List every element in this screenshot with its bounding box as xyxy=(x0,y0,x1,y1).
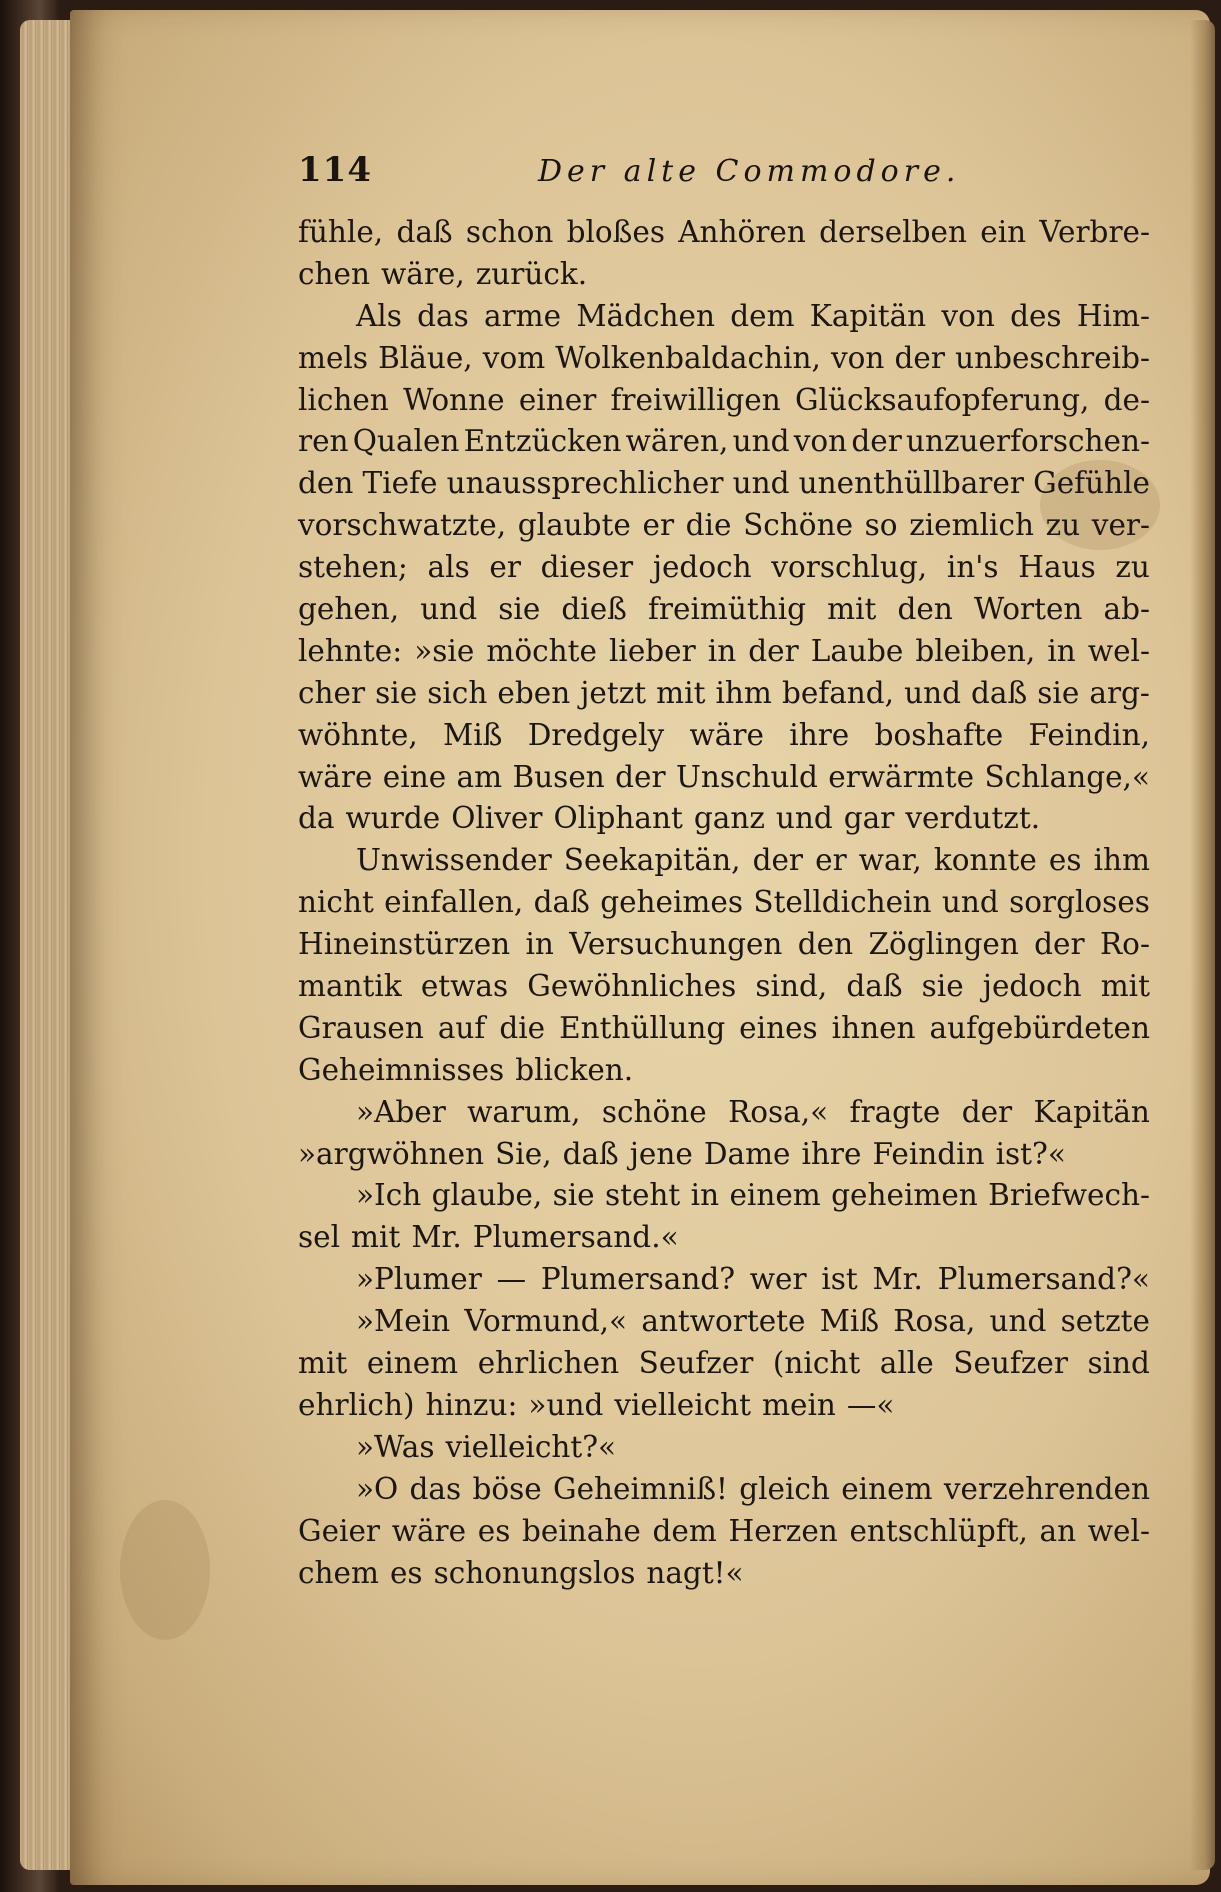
word: die xyxy=(499,1010,546,1045)
word: ver- xyxy=(1091,508,1150,543)
word: ihm xyxy=(1093,843,1150,878)
word: und xyxy=(420,592,478,627)
word: als xyxy=(427,550,470,585)
word: wäre xyxy=(689,717,764,752)
word: wurde xyxy=(345,801,441,836)
word: wären, xyxy=(625,424,729,459)
word: —« xyxy=(846,1387,895,1422)
word: Hineinstürzen xyxy=(298,927,511,962)
text-line xyxy=(298,1301,1150,1343)
word: Zöglingen xyxy=(868,927,1019,962)
word: alle xyxy=(879,1346,934,1381)
word: Anhören xyxy=(678,215,806,249)
word: Geheimniß! xyxy=(553,1471,728,1506)
word: Worten xyxy=(973,592,1083,627)
word: der xyxy=(894,340,945,375)
running-title: Der alte Commodore. xyxy=(538,154,961,189)
word: Ro- xyxy=(1099,927,1150,962)
word: aufgebürdeten xyxy=(929,1010,1150,1045)
word: gar xyxy=(843,801,895,836)
text-line xyxy=(298,1427,1150,1469)
word: einem xyxy=(729,1178,821,1213)
word: schon xyxy=(465,215,554,249)
word: unaussprechlicher xyxy=(446,466,724,501)
word: daß xyxy=(562,1136,619,1171)
word: von xyxy=(830,340,885,375)
word: Oliphant xyxy=(553,801,683,836)
text-line xyxy=(298,1259,1150,1301)
word: Mr. xyxy=(872,1262,923,1297)
word: sich xyxy=(427,675,488,710)
word: Busen xyxy=(512,759,605,794)
word: mit xyxy=(1100,969,1150,1004)
word: daß xyxy=(533,885,590,920)
word: in's xyxy=(946,550,999,585)
word: in xyxy=(525,927,554,962)
word: schöne xyxy=(601,1094,707,1129)
word: und xyxy=(904,675,961,710)
word: Seekapitän, xyxy=(563,843,741,878)
word: es xyxy=(477,1513,511,1548)
word: eine xyxy=(382,759,447,794)
word: zu xyxy=(1045,508,1081,543)
word: Kapitän xyxy=(1033,1094,1150,1129)
text-line xyxy=(298,924,1150,966)
word: erwärmte xyxy=(828,759,975,794)
word: sie xyxy=(921,969,964,1004)
word: fragte xyxy=(849,1094,941,1129)
word: der xyxy=(748,633,799,668)
word: Plumersand.« xyxy=(472,1220,679,1255)
word: entschlüpft, xyxy=(849,1513,1028,1548)
word: Sie, xyxy=(495,1136,552,1171)
text-line xyxy=(298,715,1150,757)
word: freimüthig xyxy=(647,592,807,627)
text-line xyxy=(298,840,1150,882)
word: und xyxy=(732,466,790,501)
word: so xyxy=(864,508,898,543)
word: Seufzer xyxy=(953,1346,1068,1381)
word: Rosa,« xyxy=(728,1094,829,1129)
word: Schöne xyxy=(743,508,854,543)
text-line xyxy=(298,463,1150,505)
word: mit xyxy=(351,1220,401,1255)
word: Laube xyxy=(810,633,904,668)
word: Haus xyxy=(1018,550,1096,585)
word: lehnte: xyxy=(298,633,403,668)
word: chem xyxy=(298,1555,379,1590)
page-right-edge xyxy=(1190,20,1215,1870)
word: der xyxy=(752,843,804,878)
word: in xyxy=(707,633,737,668)
word: lieber xyxy=(608,633,696,668)
page-header xyxy=(298,150,1158,200)
word: Kapitän xyxy=(809,298,927,333)
word: ihre xyxy=(789,717,850,752)
word: ihnen xyxy=(831,1010,916,1045)
text-line xyxy=(298,338,1150,380)
text-line xyxy=(298,1385,1150,1427)
word: wel- xyxy=(1087,633,1150,668)
word: mit xyxy=(656,675,706,710)
word: lichen xyxy=(298,382,389,417)
word: die xyxy=(685,508,732,543)
word: und xyxy=(941,885,999,920)
word: sie xyxy=(1037,675,1080,710)
word: fühle, xyxy=(298,215,384,249)
word: geheimen xyxy=(831,1178,978,1213)
text-line xyxy=(298,882,1150,924)
word: das xyxy=(417,298,469,333)
word: Verbre- xyxy=(1039,215,1150,249)
word: Wonne xyxy=(403,382,505,417)
word: derselben xyxy=(819,215,967,249)
word: wer xyxy=(749,1262,807,1297)
word: Feindin xyxy=(872,1136,985,1171)
word: blicken. xyxy=(515,1052,634,1087)
word: der xyxy=(1034,927,1085,962)
word: jene xyxy=(629,1136,693,1171)
word: »argwöhnen xyxy=(298,1136,485,1171)
word: wöhnte, xyxy=(298,717,418,752)
word: wäre xyxy=(391,1513,467,1548)
word: Entzücken xyxy=(463,424,622,459)
word: arg- xyxy=(1089,675,1150,710)
text-line xyxy=(298,1553,1150,1595)
word: einem xyxy=(366,1346,459,1381)
word: Geier xyxy=(298,1513,381,1548)
text-line xyxy=(298,254,1150,296)
word: Glücksaufopferung, xyxy=(794,382,1090,417)
word: setzte xyxy=(1060,1304,1150,1339)
word: mein xyxy=(762,1387,836,1422)
word: und xyxy=(732,424,790,459)
word: Unschuld xyxy=(676,759,818,794)
word: Him- xyxy=(1076,298,1150,333)
word: Mädchen xyxy=(576,298,715,333)
text-line xyxy=(298,589,1150,631)
text-line xyxy=(298,1092,1150,1134)
word: beinahe xyxy=(522,1513,641,1548)
word: Plumersand? xyxy=(540,1262,736,1297)
text-line xyxy=(298,673,1150,715)
word: Versuchungen xyxy=(569,927,783,962)
word: cher xyxy=(298,675,366,710)
word: Enthüllung xyxy=(559,1010,726,1045)
text-line xyxy=(298,1343,1150,1385)
word: war, xyxy=(858,843,922,878)
text-line xyxy=(298,1217,1150,1259)
word: »sie xyxy=(414,633,475,668)
word: wäre, xyxy=(380,256,465,291)
word: vorschlug, xyxy=(771,550,928,585)
word: ren xyxy=(298,424,349,459)
word: der xyxy=(615,759,666,794)
word: Dredgely xyxy=(527,717,665,752)
text-line xyxy=(298,1469,1150,1511)
word: der xyxy=(851,424,902,459)
word: jedoch xyxy=(652,550,752,585)
word: vielleicht xyxy=(614,1387,752,1422)
word: Herzen xyxy=(728,1513,838,1548)
word: geheimes xyxy=(600,885,743,920)
word: einer xyxy=(518,382,597,417)
word: nicht xyxy=(298,885,374,920)
word: und xyxy=(775,801,833,836)
word: chen xyxy=(298,256,370,291)
word: in xyxy=(690,1178,720,1213)
word: — xyxy=(496,1262,527,1297)
word: wel- xyxy=(1087,1513,1150,1548)
word: des xyxy=(1010,298,1062,333)
word: sie xyxy=(498,592,541,627)
text-line xyxy=(298,421,1150,463)
word: Bläue, xyxy=(378,340,473,375)
word: sie xyxy=(375,675,418,710)
word: antwortete xyxy=(641,1304,806,1339)
word: einfallen, xyxy=(384,885,524,920)
word: dem xyxy=(730,298,795,333)
word: mels xyxy=(298,340,369,375)
text-line xyxy=(298,966,1150,1008)
word: mantik xyxy=(298,969,402,1004)
word: jetzt xyxy=(580,675,647,710)
word: Briefwech- xyxy=(988,1178,1150,1213)
text-line xyxy=(298,631,1150,673)
word: hinzu: xyxy=(425,1387,518,1422)
word: Wolkenbaldachin, xyxy=(555,340,821,375)
word: an xyxy=(1039,1513,1077,1548)
word: vom xyxy=(482,340,546,375)
page-number: 114 xyxy=(298,150,372,190)
word: möchte xyxy=(486,633,597,668)
word: Dame xyxy=(703,1136,791,1171)
word: und xyxy=(989,1304,1047,1339)
word: der xyxy=(961,1094,1013,1129)
word: ziemlich xyxy=(909,508,1034,543)
word: freiwilligen xyxy=(610,382,781,417)
word: »Plumer xyxy=(356,1262,482,1297)
word: Vormund,« xyxy=(464,1304,628,1339)
word: »Mein xyxy=(356,1304,451,1339)
word: den xyxy=(298,466,354,501)
word: sind xyxy=(1087,1346,1150,1381)
word: den xyxy=(797,927,854,962)
word: einem xyxy=(841,1471,933,1506)
word: »Ich xyxy=(356,1178,422,1213)
word: Miß xyxy=(443,717,503,752)
word: in xyxy=(1047,633,1076,668)
word: Feindin, xyxy=(1028,717,1150,752)
word: böse xyxy=(472,1471,542,1506)
word: befand, xyxy=(781,675,895,710)
word: sie xyxy=(552,1178,595,1213)
word: »Was xyxy=(356,1429,435,1464)
word: bleiben, xyxy=(915,633,1036,668)
word: unbeschreib- xyxy=(955,340,1150,375)
word: sel xyxy=(298,1220,341,1255)
word: schonungslos xyxy=(433,1555,636,1590)
word: boshafte xyxy=(874,717,1004,752)
word: mit xyxy=(298,1346,348,1381)
word: das xyxy=(409,1471,462,1506)
word: Mr. xyxy=(411,1220,462,1255)
word: ihre xyxy=(801,1136,862,1171)
word: Stelldichein xyxy=(753,885,932,920)
word: eben xyxy=(497,675,571,710)
text-line xyxy=(298,380,1150,422)
word: Grausen xyxy=(298,1010,424,1045)
word: verzehrenden xyxy=(943,1471,1150,1506)
word: Plumersand?« xyxy=(937,1262,1150,1297)
word: zurück. xyxy=(475,256,588,291)
word: konnte xyxy=(933,843,1037,878)
word: »und xyxy=(528,1387,604,1422)
word: ehrlich) xyxy=(298,1387,415,1422)
text-line xyxy=(298,296,1150,338)
word: Als xyxy=(356,298,402,333)
word: arme xyxy=(483,298,562,333)
word: er xyxy=(815,843,847,878)
word: eines xyxy=(739,1010,818,1045)
word: dieß xyxy=(561,592,627,627)
text-line xyxy=(298,1008,1150,1050)
word: ganz xyxy=(693,801,765,836)
word: ehrlichen xyxy=(477,1346,620,1381)
word: glaube, xyxy=(431,1178,543,1213)
text-line xyxy=(298,798,1150,840)
word: de- xyxy=(1103,382,1150,417)
word: von xyxy=(941,298,995,333)
word: jedoch xyxy=(982,969,1082,1004)
word: ist?« xyxy=(995,1136,1066,1171)
word: vorschwatzte, xyxy=(298,508,507,543)
word: Seufzer xyxy=(638,1346,754,1381)
word: es xyxy=(1048,843,1082,878)
word: glaubte xyxy=(517,508,631,543)
word: wäre xyxy=(298,759,373,794)
word: Tiefe xyxy=(362,466,438,501)
word: daß xyxy=(396,215,453,249)
word: es xyxy=(389,1555,423,1590)
word: etwas xyxy=(420,969,509,1004)
text-line xyxy=(298,1511,1150,1553)
word: ab- xyxy=(1103,592,1150,627)
word: ein xyxy=(980,215,1027,249)
word: am xyxy=(456,759,503,794)
word: von xyxy=(793,424,848,459)
word: Miß xyxy=(819,1304,880,1339)
word: Schlange,« xyxy=(984,759,1150,794)
word: nagt!« xyxy=(646,1555,744,1590)
word: ist xyxy=(821,1262,858,1297)
word: sind, xyxy=(755,969,828,1004)
text-line xyxy=(298,1134,1150,1176)
word: warum, xyxy=(467,1094,581,1129)
word: Gefühle xyxy=(1033,466,1150,501)
word: verdutzt. xyxy=(905,801,1041,836)
word: er xyxy=(642,508,675,543)
word: gleich xyxy=(739,1471,830,1506)
body-text xyxy=(298,212,1150,1594)
word: Qualen xyxy=(352,424,460,459)
word: unenthüllbarer xyxy=(798,466,1024,501)
paper-stain xyxy=(120,1500,210,1640)
word: vielleicht?« xyxy=(445,1429,617,1464)
word: dem xyxy=(652,1513,717,1548)
word: er xyxy=(489,550,521,585)
word: dieser xyxy=(540,550,634,585)
text-line xyxy=(298,1050,1150,1092)
word: da xyxy=(298,801,335,836)
word: (nicht xyxy=(772,1346,861,1381)
word: sorgloses xyxy=(1009,885,1150,920)
text-line xyxy=(298,212,1150,254)
word: auf xyxy=(437,1010,486,1045)
word: »O xyxy=(356,1471,399,1506)
word: bloßes xyxy=(566,215,665,249)
word: steht xyxy=(604,1178,681,1213)
word: »Aber xyxy=(356,1094,446,1129)
text-line xyxy=(298,505,1150,547)
word: Unwissender xyxy=(356,843,552,878)
word: Geheimnisses xyxy=(298,1052,505,1087)
word: Gewöhnliches xyxy=(527,969,737,1004)
word: den xyxy=(897,592,953,627)
word: daß xyxy=(846,969,903,1004)
word: mit xyxy=(827,592,877,627)
word: stehen; xyxy=(298,550,408,585)
text-line xyxy=(298,1175,1150,1217)
word: Rosa, xyxy=(893,1304,976,1339)
word: ihm xyxy=(715,675,772,710)
word: daß xyxy=(971,675,1028,710)
word: unzuerforschen- xyxy=(906,424,1150,459)
text-line xyxy=(298,757,1150,799)
word: zu xyxy=(1115,550,1150,585)
word: Oliver xyxy=(451,801,543,836)
text-line xyxy=(298,547,1150,589)
word: gehen, xyxy=(298,592,400,627)
